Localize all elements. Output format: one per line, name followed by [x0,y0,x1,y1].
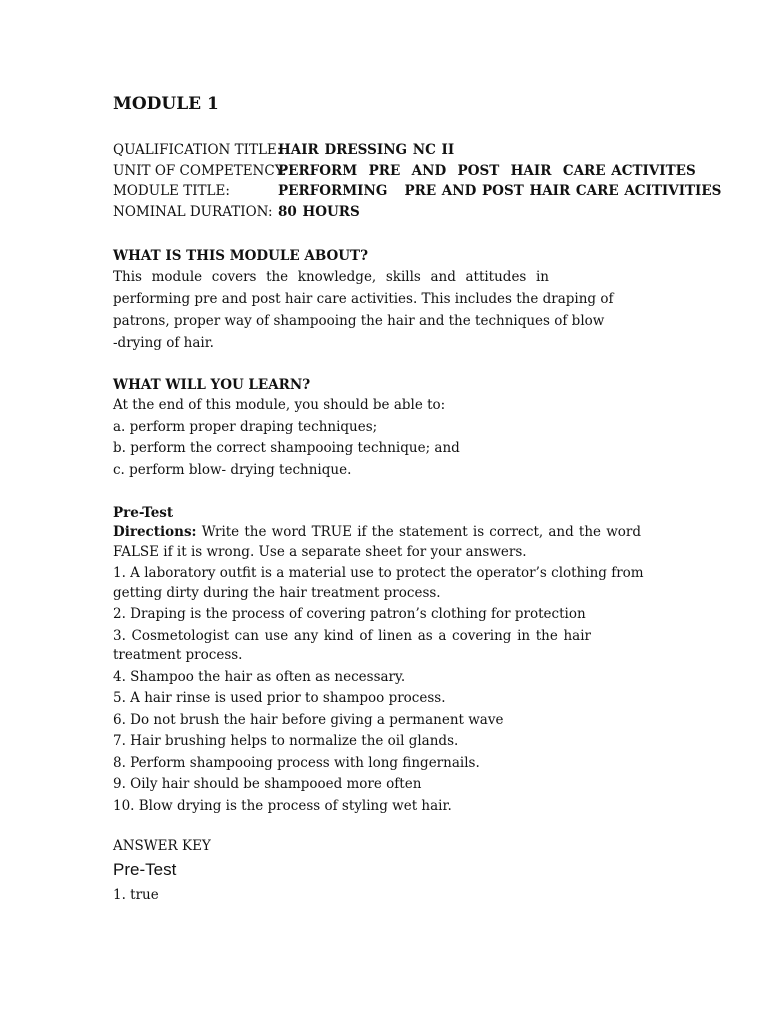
about-section [113,246,653,354]
meta-label: QUALIFICATION TITLE: [113,142,282,158]
answer-item: 1. true [113,887,159,903]
question-text: 9. Oily hair should be shampooed more often [113,776,422,792]
question-item [113,797,653,817]
question-item [113,627,653,666]
learn-item: c. perform blow- drying technique. [113,461,352,478]
question-text: 4. Shampoo the hair as often as necessary. [113,668,406,685]
learn-section [113,375,653,481]
question-item [113,605,653,625]
learn-intro: At the end of this module, you should be able to: [113,397,446,413]
meta-value: PERFORMING PRE AND POST HAIR CARE ACITIVITIES [278,183,722,199]
meta-label: MODULE TITLE: [113,183,230,199]
learn-list [113,395,653,481]
learn-item: b. perform the correct shampooing technique; and [113,440,460,456]
question-item [113,775,653,795]
meta-row-duration [113,202,653,223]
question-list [113,564,653,816]
question-item [113,668,653,688]
directions-text: Write the word TRUE if the statement is correct, and the word [201,524,641,540]
module-heading: MODULE 1 [113,94,219,114]
about-line: performing pre and post hair care activities. This includes the draping of [113,291,614,307]
about-line: patrons, proper way of shampooing the hair and the techniques of blow [113,313,605,329]
learn-item: a. perform proper draping techniques; [113,418,378,435]
question-text: 7. Hair brushing helps to normalize the oil glands. [113,733,459,749]
meta-row-module-title [113,181,722,202]
meta-value: PERFORM PRE AND POST HAIR CARE ACTIVITES [278,162,696,179]
question-text-cont: treatment process. [113,647,243,663]
question-item [113,754,653,774]
module-meta [113,140,722,222]
answer-key-subheading: Pre-Test [113,860,177,879]
learn-heading: WHAT WILL YOU LEARN? [113,377,311,393]
question-item [113,564,653,603]
question-text: 1. A laboratory outfit is a material use to protect the operator’s clothing from [113,565,644,581]
question-item [113,732,653,752]
pretest-section [113,503,653,816]
meta-row-unit [113,161,696,182]
directions-line: FALSE if it is wrong. Use a separate sheet for your answers. [113,543,527,560]
question-text: 10. Blow drying is the process of styling wet hair. [113,797,452,814]
document-page [113,92,722,905]
answer-key-heading: ANSWER KEY [113,838,211,854]
question-item [113,689,653,709]
about-line: -drying of hair. [113,335,214,351]
about-line: This module covers the knowledge, skills and attitudes in [113,269,549,285]
pretest-heading: Pre-Test [113,505,174,521]
directions-label: Directions: [113,524,197,540]
meta-value: 80 HOURS [278,203,360,220]
answer-key-section [113,836,653,905]
directions [113,523,641,562]
meta-label: NOMINAL DURATION: [113,203,273,220]
about-heading: WHAT IS THIS MODULE ABOUT? [113,248,369,264]
question-text: 2. Draping is the process of covering patron’s clothing for protection [113,606,586,622]
meta-value: HAIR DRESSING NC II [278,142,455,158]
question-text: 8. Perform shampooing process with long fingernails. [113,754,480,771]
directions-line [113,523,641,543]
question-text: 3. Cosmetologist can use any kind of linen as a covering in the hair [113,627,591,644]
question-text: 5. A hair rinse is used prior to shampoo process. [113,690,446,706]
meta-row-qualification [113,140,653,161]
about-paragraph [113,266,614,354]
question-item [113,711,653,731]
meta-label: UNIT OF COMPETENCY: [113,162,287,179]
question-text-cont: getting dirty during the hair treatment process. [113,584,441,601]
question-text: 6. Do not brush the hair before giving a permanent wave [113,711,504,728]
